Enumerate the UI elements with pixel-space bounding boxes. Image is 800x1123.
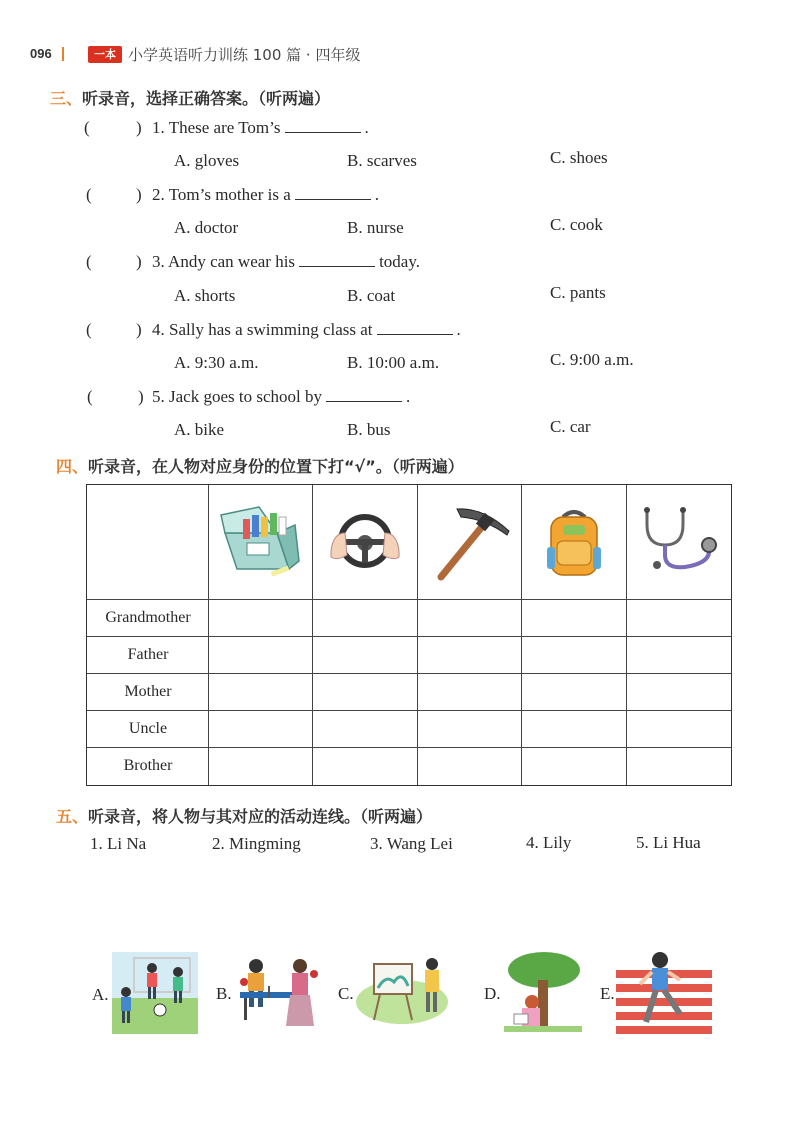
row-label-uncle: Uncle bbox=[128, 720, 168, 737]
question-end: . bbox=[456, 320, 461, 339]
chalk-box-icon bbox=[219, 503, 303, 581]
option-c: C. shoes bbox=[550, 148, 608, 167]
section5-title: 听录音，将人物与其对应的活动连线。（听两遍） bbox=[88, 807, 433, 826]
option-b: B. bus bbox=[347, 420, 391, 439]
person-name-2: 2. Mingming bbox=[212, 834, 301, 853]
question-text: 5. Jack goes to school by bbox=[152, 387, 322, 406]
answer-slot[interactable] bbox=[95, 385, 135, 409]
answer-slot[interactable] bbox=[94, 318, 134, 342]
option-a: A. 9:30 a.m. bbox=[174, 353, 259, 372]
series-title: 小学英语听力训练 100 篇 · 四年级 bbox=[128, 46, 361, 64]
answer-paren-open: ( bbox=[86, 185, 92, 204]
option-b: B. scarves bbox=[347, 151, 417, 170]
activity-letter-b: B. bbox=[216, 984, 232, 1003]
question-stem bbox=[152, 185, 379, 205]
answer-paren-open: ( bbox=[86, 252, 92, 271]
fill-blank[interactable] bbox=[295, 185, 371, 200]
question-text: 4. Sally has a swimming class at bbox=[152, 320, 373, 339]
option-c: C. cook bbox=[550, 215, 603, 234]
question-stem bbox=[152, 252, 420, 272]
option-a: A. shorts bbox=[174, 286, 236, 305]
identity-table bbox=[86, 484, 732, 786]
row-label-brother: Brother bbox=[123, 757, 173, 774]
drawing-picture bbox=[356, 950, 448, 1026]
series-logo: 一本 bbox=[88, 46, 122, 63]
answer-paren-close: ) bbox=[138, 387, 144, 406]
pickaxe-icon bbox=[427, 501, 515, 583]
section5-heading bbox=[56, 804, 432, 827]
fill-blank[interactable] bbox=[326, 387, 402, 402]
fill-blank[interactable] bbox=[299, 252, 375, 267]
option-c: C. 9:00 a.m. bbox=[550, 350, 634, 369]
answer-paren-open: ( bbox=[87, 387, 93, 406]
playing-football-picture bbox=[112, 952, 198, 1034]
option-a: A. gloves bbox=[174, 151, 240, 170]
section3-heading bbox=[50, 86, 330, 109]
answer-paren-close: ) bbox=[136, 118, 142, 137]
question-end: . bbox=[374, 185, 379, 204]
option-a: A. doctor bbox=[174, 218, 239, 237]
option-b: B. coat bbox=[347, 286, 396, 305]
option-b: B. nurse bbox=[347, 218, 404, 237]
answer-paren-open: ( bbox=[84, 118, 90, 137]
answer-paren-close: ) bbox=[136, 252, 142, 271]
playing-ping-pong-picture bbox=[236, 952, 320, 1032]
person-name-5: 5. Li Hua bbox=[636, 833, 701, 852]
question-text: 1. These are Tom’s bbox=[152, 118, 281, 137]
person-name-1: 1. Li Na bbox=[90, 834, 147, 853]
page-number: 096 bbox=[30, 46, 52, 61]
option-b: B. 10:00 a.m. bbox=[347, 353, 440, 372]
question-stem bbox=[152, 387, 410, 407]
option-c: C. pants bbox=[550, 283, 606, 302]
answer-slot[interactable] bbox=[92, 116, 132, 140]
row-label-grandmother: Grandmother bbox=[105, 609, 191, 626]
schoolbag-icon bbox=[543, 507, 605, 579]
section3-number: 三、 bbox=[50, 89, 83, 108]
reading-under-tree-picture bbox=[504, 950, 582, 1034]
question-text: 2. Tom’s mother is a bbox=[152, 185, 291, 204]
option-c: C. car bbox=[550, 417, 591, 436]
question-end: . bbox=[364, 118, 369, 137]
section4-number: 四、 bbox=[56, 457, 89, 476]
question-text: 3. Andy can wear his bbox=[152, 252, 296, 271]
activity-letter-e: E. bbox=[600, 984, 615, 1003]
question-end: today. bbox=[379, 252, 420, 271]
row-label-mother: Mother bbox=[124, 683, 172, 700]
row-label-father: Father bbox=[127, 646, 169, 663]
answer-slot[interactable] bbox=[94, 183, 134, 207]
question-stem bbox=[152, 118, 369, 138]
activity-letter-c: C. bbox=[338, 984, 354, 1003]
section3-title: 听录音，选择正确答案。（听两遍） bbox=[82, 89, 331, 108]
answer-paren-close: ) bbox=[136, 185, 142, 204]
fill-blank[interactable] bbox=[285, 118, 361, 133]
person-name-4: 4. Lily bbox=[526, 833, 572, 852]
running-picture bbox=[616, 950, 712, 1034]
steering-wheel-icon bbox=[329, 511, 401, 573]
question-stem bbox=[152, 320, 461, 340]
person-name-3: 3. Wang Lei bbox=[370, 834, 453, 853]
question-end: . bbox=[405, 387, 411, 406]
stethoscope-icon bbox=[637, 505, 721, 577]
section4-title: 听录音，在人物对应身份的位置下打“√”。（听两遍） bbox=[88, 457, 464, 476]
section4-heading bbox=[56, 454, 464, 477]
option-a: A. bike bbox=[174, 420, 225, 439]
fill-blank[interactable] bbox=[377, 320, 453, 335]
answer-paren-open: ( bbox=[86, 320, 92, 339]
activity-letter-d: D. bbox=[484, 984, 501, 1003]
activity-letter-a: A. bbox=[92, 985, 109, 1004]
answer-paren-close: ) bbox=[136, 320, 142, 339]
page-number-divider bbox=[62, 47, 64, 61]
section5-number: 五、 bbox=[56, 807, 89, 826]
answer-slot[interactable] bbox=[94, 250, 134, 274]
